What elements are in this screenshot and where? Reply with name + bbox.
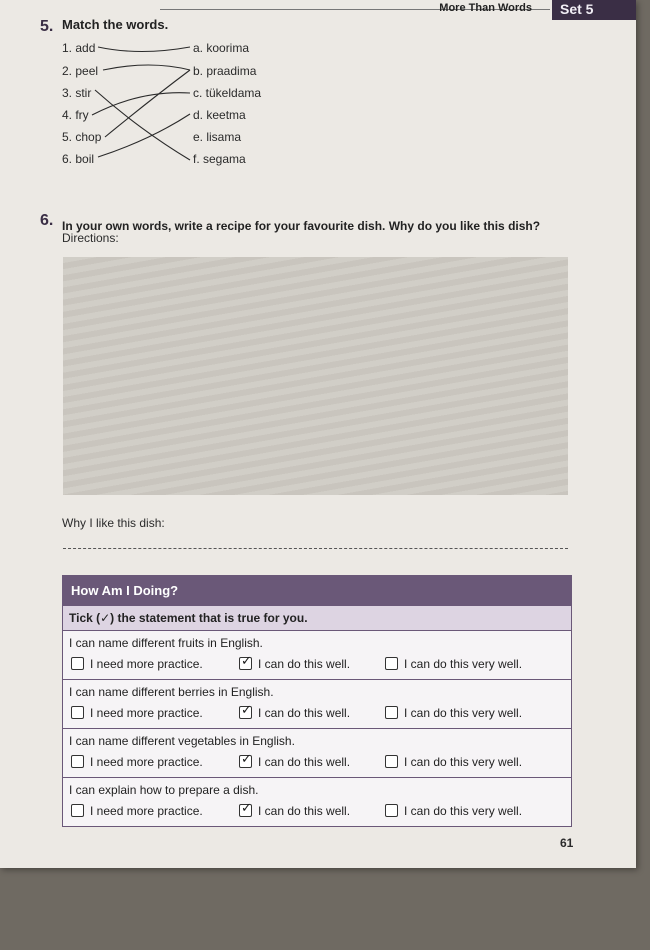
left-word-4: 4. fry bbox=[62, 108, 89, 122]
match-line-fry bbox=[92, 93, 190, 115]
checkbox-empty-icon[interactable] bbox=[71, 657, 84, 670]
right-word-f: f. segama bbox=[193, 152, 246, 166]
row-statement: I can explain how to prepare a dish. bbox=[69, 783, 259, 797]
self-check-row bbox=[63, 680, 571, 729]
checkbox-checked-icon[interactable] bbox=[239, 657, 252, 670]
option-do-very-well[interactable]: I can do this very well. bbox=[385, 804, 522, 818]
match-line-peel bbox=[103, 65, 190, 70]
header-title: More Than Words bbox=[439, 2, 532, 14]
self-check-title: How Am I Doing? bbox=[63, 576, 571, 606]
row-statement: I can name different berries in English. bbox=[69, 685, 274, 699]
self-check-subtitle: Tick (✓) the statement that is true for you. bbox=[63, 606, 571, 631]
checkbox-checked-icon[interactable] bbox=[239, 706, 252, 719]
option-do-well[interactable]: ✓ I can do this well. bbox=[239, 706, 350, 720]
left-word-1: 1. add bbox=[62, 41, 96, 55]
self-check-table bbox=[62, 575, 572, 827]
checkbox-checked-icon[interactable] bbox=[239, 804, 252, 817]
exercise-6-instruction: In your own words, write a recipe for your favourite dish. Why do you like this dish? bbox=[62, 219, 541, 233]
self-check-row bbox=[63, 729, 571, 778]
match-line-add bbox=[98, 47, 190, 52]
option-do-very-well[interactable]: I can do this very well. bbox=[385, 657, 522, 671]
directions-answer-area bbox=[63, 257, 568, 495]
checkbox-empty-icon[interactable] bbox=[385, 755, 398, 768]
option-more-practice[interactable]: I need more practice. bbox=[71, 657, 203, 671]
right-word-d: d. keetma bbox=[193, 108, 246, 122]
match-line-boil bbox=[98, 114, 190, 157]
checkbox-empty-icon[interactable] bbox=[71, 706, 84, 719]
right-word-e: e. lisama bbox=[193, 130, 242, 144]
option-do-very-well[interactable]: I can do this very well. bbox=[385, 755, 522, 769]
option-more-practice[interactable]: I need more practice. bbox=[71, 706, 203, 720]
option-do-well[interactable]: ✓ I can do this well. bbox=[239, 804, 350, 818]
checkbox-empty-icon[interactable] bbox=[71, 804, 84, 817]
self-check-row bbox=[63, 778, 571, 826]
match-line-stir bbox=[95, 90, 190, 160]
right-word-b: b. praadima bbox=[193, 64, 257, 78]
row-statement: I can name different fruits in English. bbox=[69, 636, 263, 650]
directions-label: Directions: bbox=[62, 231, 119, 245]
checkbox-empty-icon[interactable] bbox=[385, 706, 398, 719]
option-do-well[interactable]: ✓ I can do this well. bbox=[239, 755, 350, 769]
why-label: Why I like this dish: bbox=[62, 516, 165, 530]
matching-lines bbox=[0, 0, 636, 200]
right-word-c: c. tükeldama bbox=[193, 86, 262, 100]
option-more-practice[interactable]: I need more practice. bbox=[71, 804, 203, 818]
left-word-5: 5. chop bbox=[62, 130, 102, 144]
why-answer-line bbox=[63, 548, 568, 549]
checkbox-checked-icon[interactable] bbox=[239, 755, 252, 768]
set-tab: Set 5 bbox=[552, 0, 636, 20]
checkbox-empty-icon[interactable] bbox=[385, 657, 398, 670]
right-word-a: a. koorima bbox=[193, 41, 250, 55]
checkbox-empty-icon[interactable] bbox=[385, 804, 398, 817]
exercise-5-number: 5. bbox=[40, 18, 54, 35]
option-more-practice[interactable]: I need more practice. bbox=[71, 755, 203, 769]
left-word-6: 6. boil bbox=[62, 152, 95, 166]
exercise-5-instruction: Match the words. bbox=[62, 17, 169, 32]
option-do-well[interactable]: ✓ I can do this well. bbox=[239, 657, 350, 671]
checkbox-empty-icon[interactable] bbox=[71, 755, 84, 768]
left-word-2: 2. peel bbox=[62, 64, 99, 78]
exercise-6-number: 6. bbox=[40, 212, 54, 229]
option-do-very-well[interactable]: I can do this very well. bbox=[385, 706, 522, 720]
row-statement: I can name different vegetables in English. bbox=[69, 734, 295, 748]
self-check-row bbox=[63, 631, 571, 680]
page-number: 61 bbox=[560, 836, 574, 850]
left-word-3: 3. stir bbox=[62, 86, 92, 100]
